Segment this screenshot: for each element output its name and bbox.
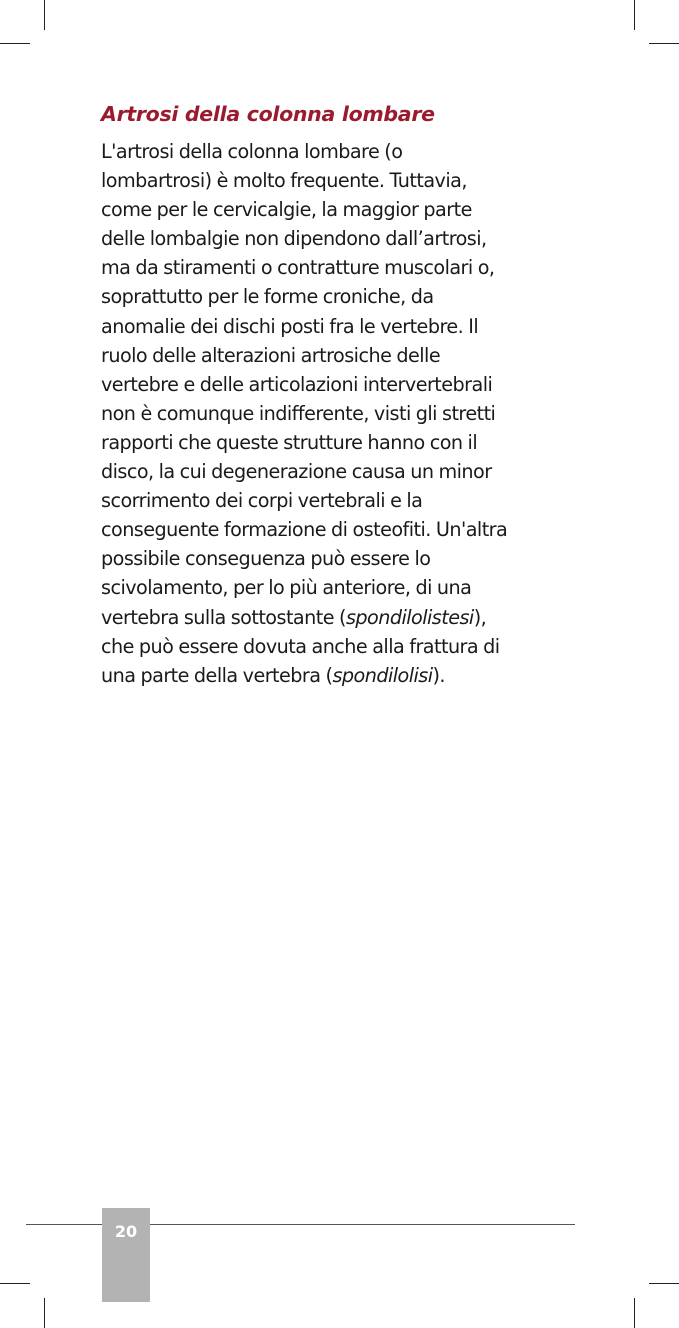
text-line bbox=[101, 661, 571, 690]
text-line bbox=[101, 282, 571, 311]
text-run: scivolamento, per lo più anteriore, di una bbox=[101, 576, 472, 600]
text-line bbox=[101, 603, 571, 632]
italic-term: spondilolisi bbox=[332, 663, 433, 687]
text-run: che può essere dovuta anche alla frattura di bbox=[101, 634, 500, 658]
text-line bbox=[101, 166, 571, 195]
text-run: lombartrosi) è molto frequente. Tuttavia, bbox=[101, 169, 467, 193]
text-run: scorrimento dei corpi vertebrali e la bbox=[101, 489, 423, 513]
text-run: L'artrosi della colonna lombare (o bbox=[101, 140, 403, 163]
text-run: ma da stiramenti o contratture muscolari o, bbox=[101, 256, 495, 280]
text-line bbox=[101, 457, 571, 486]
crop-mark bbox=[44, 0, 45, 30]
text-run: vertebre e delle articolazioni intervertebrali bbox=[101, 372, 493, 396]
text-line bbox=[101, 253, 571, 282]
text-run: anomalie dei dischi posti fra le vertebre. Il bbox=[101, 314, 479, 338]
text-run: ruolo delle alterazioni artrosiche delle bbox=[101, 343, 441, 367]
crop-mark bbox=[634, 0, 635, 30]
page-number: 20 bbox=[114, 1222, 138, 1241]
text-line bbox=[101, 195, 571, 224]
text-line bbox=[101, 370, 571, 399]
text-line bbox=[101, 341, 571, 370]
text-line bbox=[101, 544, 571, 573]
text-run: disco, la cui degenerazione causa un minor bbox=[101, 460, 492, 484]
text-line bbox=[101, 632, 571, 661]
text-run: come per le cervicalgie, la maggior parte bbox=[101, 198, 472, 222]
text-run: possibile conseguenza può essere lo bbox=[101, 547, 431, 571]
body-paragraph bbox=[101, 137, 571, 690]
text-line bbox=[101, 428, 571, 457]
crop-mark bbox=[634, 1298, 635, 1328]
text-line bbox=[101, 515, 571, 544]
italic-term: spondilolistesi bbox=[345, 605, 474, 629]
text-run: non è comunque indifferente, visti gli stretti bbox=[101, 401, 496, 425]
text-run: una parte della vertebra ( bbox=[101, 663, 333, 687]
text-run: ), bbox=[473, 605, 487, 629]
text-line bbox=[101, 486, 571, 515]
text-run: ). bbox=[432, 663, 445, 687]
text-run: vertebra sulla sottostante ( bbox=[101, 605, 346, 629]
text-line bbox=[101, 137, 571, 166]
text-run: delle lombalgie non dipendono dall’artrosi, bbox=[101, 227, 487, 251]
crop-mark bbox=[649, 1283, 679, 1284]
section-heading: Artrosi della colonna lombare bbox=[101, 102, 435, 126]
crop-mark bbox=[0, 1283, 30, 1284]
text-line bbox=[101, 573, 571, 602]
crop-mark bbox=[0, 43, 30, 44]
text-run: soprattutto per le forme croniche, da bbox=[101, 285, 434, 309]
crop-mark bbox=[649, 43, 679, 44]
text-line bbox=[101, 399, 571, 428]
text-run: rapporti che queste strutture hanno con il bbox=[101, 430, 478, 454]
crop-mark bbox=[44, 1298, 45, 1328]
text-line bbox=[101, 224, 571, 253]
text-line bbox=[101, 312, 571, 341]
text-run: conseguente formazione di osteofiti. Un'altra bbox=[101, 518, 508, 542]
